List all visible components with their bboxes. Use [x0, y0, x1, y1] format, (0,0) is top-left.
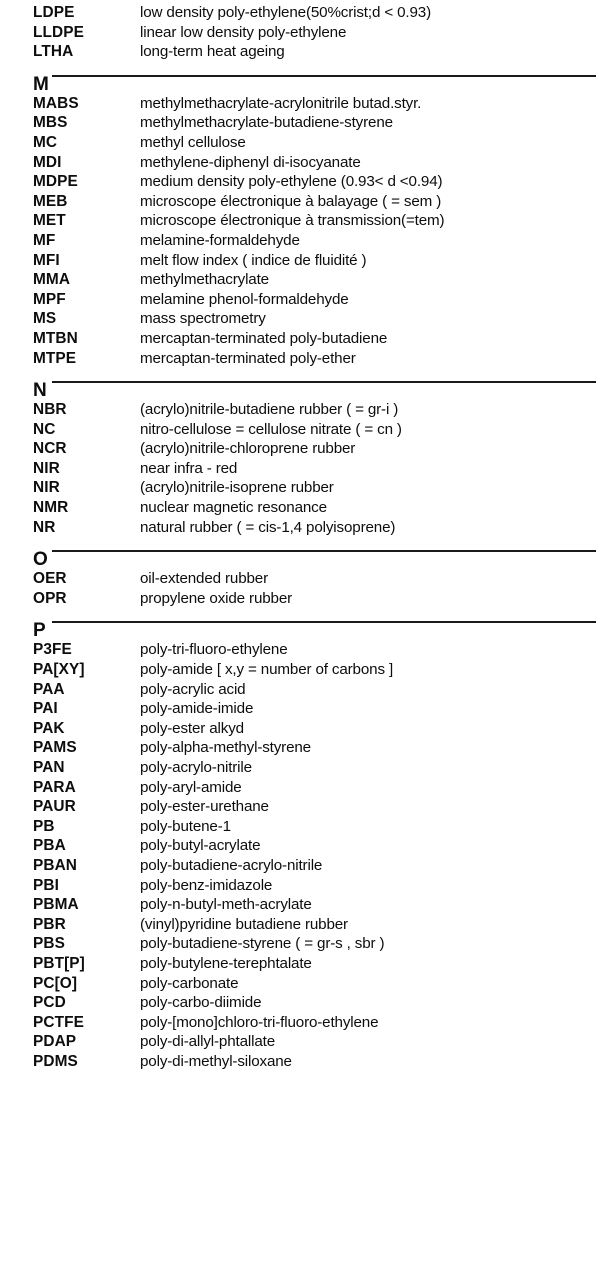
entry-definition: oil-extended rubber: [140, 570, 269, 588]
entry-abbreviation: PAA: [33, 680, 65, 698]
entry-definition: poly-butyl-acrylate: [140, 837, 261, 855]
entry-definition: long-term heat ageing: [140, 43, 285, 61]
glossary-entry: [0, 699, 600, 719]
entry-definition: (acrylo)nitrile-isoprene rubber: [140, 479, 334, 497]
entry-abbreviation: NIR: [33, 459, 60, 477]
entry-abbreviation: PBT[P]: [33, 954, 85, 972]
glossary-entry: [0, 680, 600, 700]
glossary-entry: [0, 934, 600, 954]
glossary-entry: [0, 172, 600, 192]
entry-abbreviation: MEB: [33, 192, 68, 210]
entry-definition: poly-alpha-methyl-styrene: [140, 739, 311, 757]
glossary-entry: [0, 836, 600, 856]
entry-abbreviation: MC: [33, 133, 58, 151]
entry-definition: methylmethacrylate-acrylonitrile butad.styr.: [140, 94, 422, 112]
entry-abbreviation: PDMS: [33, 1052, 78, 1070]
entry-definition: mass spectrometry: [140, 310, 266, 328]
glossary-entry: [0, 192, 600, 212]
entry-abbreviation: PAMS: [33, 739, 77, 757]
entry-abbreviation: LLDPE: [33, 23, 84, 41]
entry-abbreviation: MBS: [33, 114, 68, 132]
entry-abbreviation: NR: [33, 518, 56, 536]
glossary-entry: [0, 660, 600, 680]
glossary-entry: [0, 974, 600, 994]
section-header: [0, 377, 600, 400]
entry-abbreviation: LDPE: [33, 4, 75, 21]
entry-abbreviation: PAI: [33, 700, 58, 718]
entry-definition: nuclear magnetic resonance: [140, 499, 327, 517]
section-divider: [52, 550, 596, 552]
entry-definition: poly-carbo-diimide: [140, 994, 262, 1012]
entry-abbreviation: PDAP: [33, 1033, 77, 1051]
glossary-entry: [0, 23, 600, 43]
entry-definition: poly-acrylic acid: [140, 680, 246, 698]
entry-abbreviation: NIR: [33, 479, 60, 497]
glossary-entry: [0, 349, 600, 369]
entry-definition: (vinyl)pyridine butadiene rubber: [140, 915, 348, 933]
entry-definition: mercaptan-terminated poly-butadiene: [140, 329, 388, 347]
entry-abbreviation: PBA: [33, 837, 66, 855]
glossary-entry: [0, 270, 600, 290]
glossary-entry: [0, 589, 600, 609]
entry-abbreviation: OER: [33, 570, 67, 588]
section-header: [0, 71, 600, 94]
entry-abbreviation: PARA: [33, 778, 76, 796]
entry-abbreviation: NCR: [33, 440, 67, 458]
glossary-entry: [0, 459, 600, 479]
glossary-entry: [0, 719, 600, 739]
glossary-entry: [0, 993, 600, 1013]
entry-definition: methylmethacrylate: [140, 271, 269, 289]
entry-abbreviation: PBI: [33, 876, 59, 894]
glossary-entry: [0, 895, 600, 915]
entry-definition: microscope électronique à transmission(=tem): [140, 212, 445, 230]
entry-definition: poly-butene-1: [140, 817, 231, 835]
entry-abbreviation: NMR: [33, 499, 69, 517]
entry-definition: poly-di-allyl-phtallate: [140, 1033, 275, 1051]
entry-abbreviation: MF: [33, 231, 56, 249]
entry-definition: methylene-diphenyl di-isocyanate: [140, 153, 361, 171]
entry-definition: propylene oxide rubber: [140, 589, 293, 607]
entry-definition: melt flow index ( indice de fluidité ): [140, 251, 367, 269]
entry-definition: microscope électronique à balayage ( = sem ): [140, 192, 442, 210]
entry-abbreviation: MDPE: [33, 173, 78, 191]
entry-definition: poly-tri-fluoro-ethylene: [140, 641, 288, 659]
section-letter: M: [33, 73, 49, 95]
entry-abbreviation: NBR: [33, 401, 67, 419]
glossary-entry: [0, 211, 600, 231]
entry-definition: poly-aryl-amide: [140, 778, 242, 796]
entry-definition: poly-[mono]chloro-tri-fluoro-ethylene: [140, 1013, 379, 1031]
entry-abbreviation: PB: [33, 817, 55, 835]
entry-abbreviation: PBS: [33, 935, 65, 953]
glossary-entry: [0, 3, 600, 23]
section-divider: [52, 621, 596, 623]
glossary-entry: [0, 231, 600, 251]
entry-definition: low density poly-ethylene(50%crist;d < 0.93): [140, 4, 431, 21]
glossary-entry: [0, 478, 600, 498]
entry-abbreviation: MET: [33, 212, 66, 230]
entry-definition: (acrylo)nitrile-chloroprene rubber: [140, 440, 356, 458]
glossary-entry: [0, 498, 600, 518]
entry-abbreviation: PCTFE: [33, 1013, 84, 1031]
entry-abbreviation: MTPE: [33, 349, 77, 367]
glossary-section: [0, 546, 600, 608]
entry-abbreviation: PC[O]: [33, 974, 78, 992]
glossary-entry: [0, 758, 600, 778]
entry-abbreviation: PBR: [33, 915, 66, 933]
entry-definition: poly-amide-imide: [140, 700, 254, 718]
entry-abbreviation: PAUR: [33, 798, 76, 816]
glossary-section: [0, 3, 600, 62]
entry-definition: poly-acrylo-nitrile: [140, 759, 252, 776]
section-divider: [52, 381, 596, 383]
entry-definition: poly-butylene-terephtalate: [140, 954, 312, 972]
entry-abbreviation: MS: [33, 310, 57, 328]
glossary-entry: [0, 309, 600, 329]
entry-definition: methylmethacrylate-butadiene-styrene: [140, 114, 393, 132]
entry-definition: poly-di-methyl-siloxane: [140, 1052, 292, 1070]
glossary-entry: [0, 954, 600, 974]
entry-abbreviation: MABS: [33, 94, 79, 112]
glossary-entry: [0, 797, 600, 817]
entry-abbreviation: PA[XY]: [33, 661, 85, 679]
section-divider: [52, 75, 596, 77]
entry-definition: linear low density poly-ethylene: [140, 23, 347, 41]
entry-abbreviation: MFI: [33, 251, 60, 269]
entry-definition: poly-carbonate: [140, 974, 239, 992]
section-header: [0, 617, 600, 640]
entry-definition: poly-ester alkyd: [140, 719, 244, 737]
entry-abbreviation: MPF: [33, 290, 66, 308]
entry-abbreviation: MTBN: [33, 329, 78, 347]
glossary-entry: [0, 569, 600, 589]
entry-definition: poly-butadiene-styrene ( = gr-s , sbr ): [140, 935, 385, 953]
entry-definition: melamine phenol-formaldehyde: [140, 290, 349, 308]
entry-definition: natural rubber ( = cis-1,4 polyisoprene): [140, 518, 396, 536]
glossary-entry: [0, 420, 600, 440]
glossary-entry: [0, 94, 600, 114]
entry-definition: melamine-formaldehyde: [140, 231, 300, 249]
entry-abbreviation: PBAN: [33, 856, 78, 874]
entry-abbreviation: PAN: [33, 759, 65, 776]
glossary-entry: [0, 133, 600, 153]
entry-definition: poly-amide [ x,y = number of carbons ]: [140, 661, 394, 679]
glossary-entry: [0, 817, 600, 837]
glossary-entry: [0, 290, 600, 310]
entry-abbreviation: P3FE: [33, 641, 72, 659]
entry-abbreviation: NC: [33, 420, 56, 438]
glossary-entry: [0, 640, 600, 660]
entry-abbreviation: MDI: [33, 153, 62, 171]
entry-definition: poly-butadiene-acrylo-nitrile: [140, 856, 323, 874]
entry-abbreviation: OPR: [33, 589, 67, 607]
glossary-entry: [0, 439, 600, 459]
glossary-entry: [0, 738, 600, 758]
section-letter: N: [33, 380, 47, 402]
glossary-entry: [0, 42, 600, 62]
entry-abbreviation: MMA: [33, 271, 71, 289]
glossary-entry: [0, 400, 600, 420]
glossary-entry: [0, 251, 600, 271]
glossary-section: [0, 71, 600, 368]
glossary-entry: [0, 876, 600, 896]
entry-abbreviation: PAK: [33, 719, 65, 737]
glossary-section: [0, 617, 600, 1071]
glossary-entry: [0, 153, 600, 173]
entry-abbreviation: PCD: [33, 994, 66, 1012]
entry-definition: near infra - red: [140, 459, 238, 477]
entry-definition: nitro-cellulose = cellulose nitrate ( = cn ): [140, 420, 402, 438]
entry-definition: methyl cellulose: [140, 133, 246, 151]
entry-definition: (acrylo)nitrile-butadiene rubber ( = gr-i ): [140, 401, 399, 419]
glossary-section: [0, 377, 600, 537]
entry-definition: poly-benz-imidazole: [140, 876, 273, 894]
entry-abbreviation: LTHA: [33, 43, 74, 61]
glossary-entry: [0, 113, 600, 133]
glossary-entry: [0, 1013, 600, 1033]
section-header: [0, 546, 600, 569]
entry-definition: mercaptan-terminated poly-ether: [140, 349, 356, 367]
glossary-entry: [0, 329, 600, 349]
glossary-entry: [0, 518, 600, 538]
glossary-entry: [0, 856, 600, 876]
glossary-entry: [0, 778, 600, 798]
entry-definition: poly-ester-urethane: [140, 798, 269, 816]
entry-definition: medium density poly-ethylene (0.93< d <0.94): [140, 173, 443, 191]
glossary-entry: [0, 1032, 600, 1052]
section-letter: O: [33, 549, 48, 571]
glossary-entry: [0, 1052, 600, 1072]
entry-definition: poly-n-butyl-meth-acrylate: [140, 896, 312, 914]
section-letter: P: [33, 620, 46, 642]
entry-abbreviation: PBMA: [33, 896, 79, 914]
glossary-entry: [0, 915, 600, 935]
